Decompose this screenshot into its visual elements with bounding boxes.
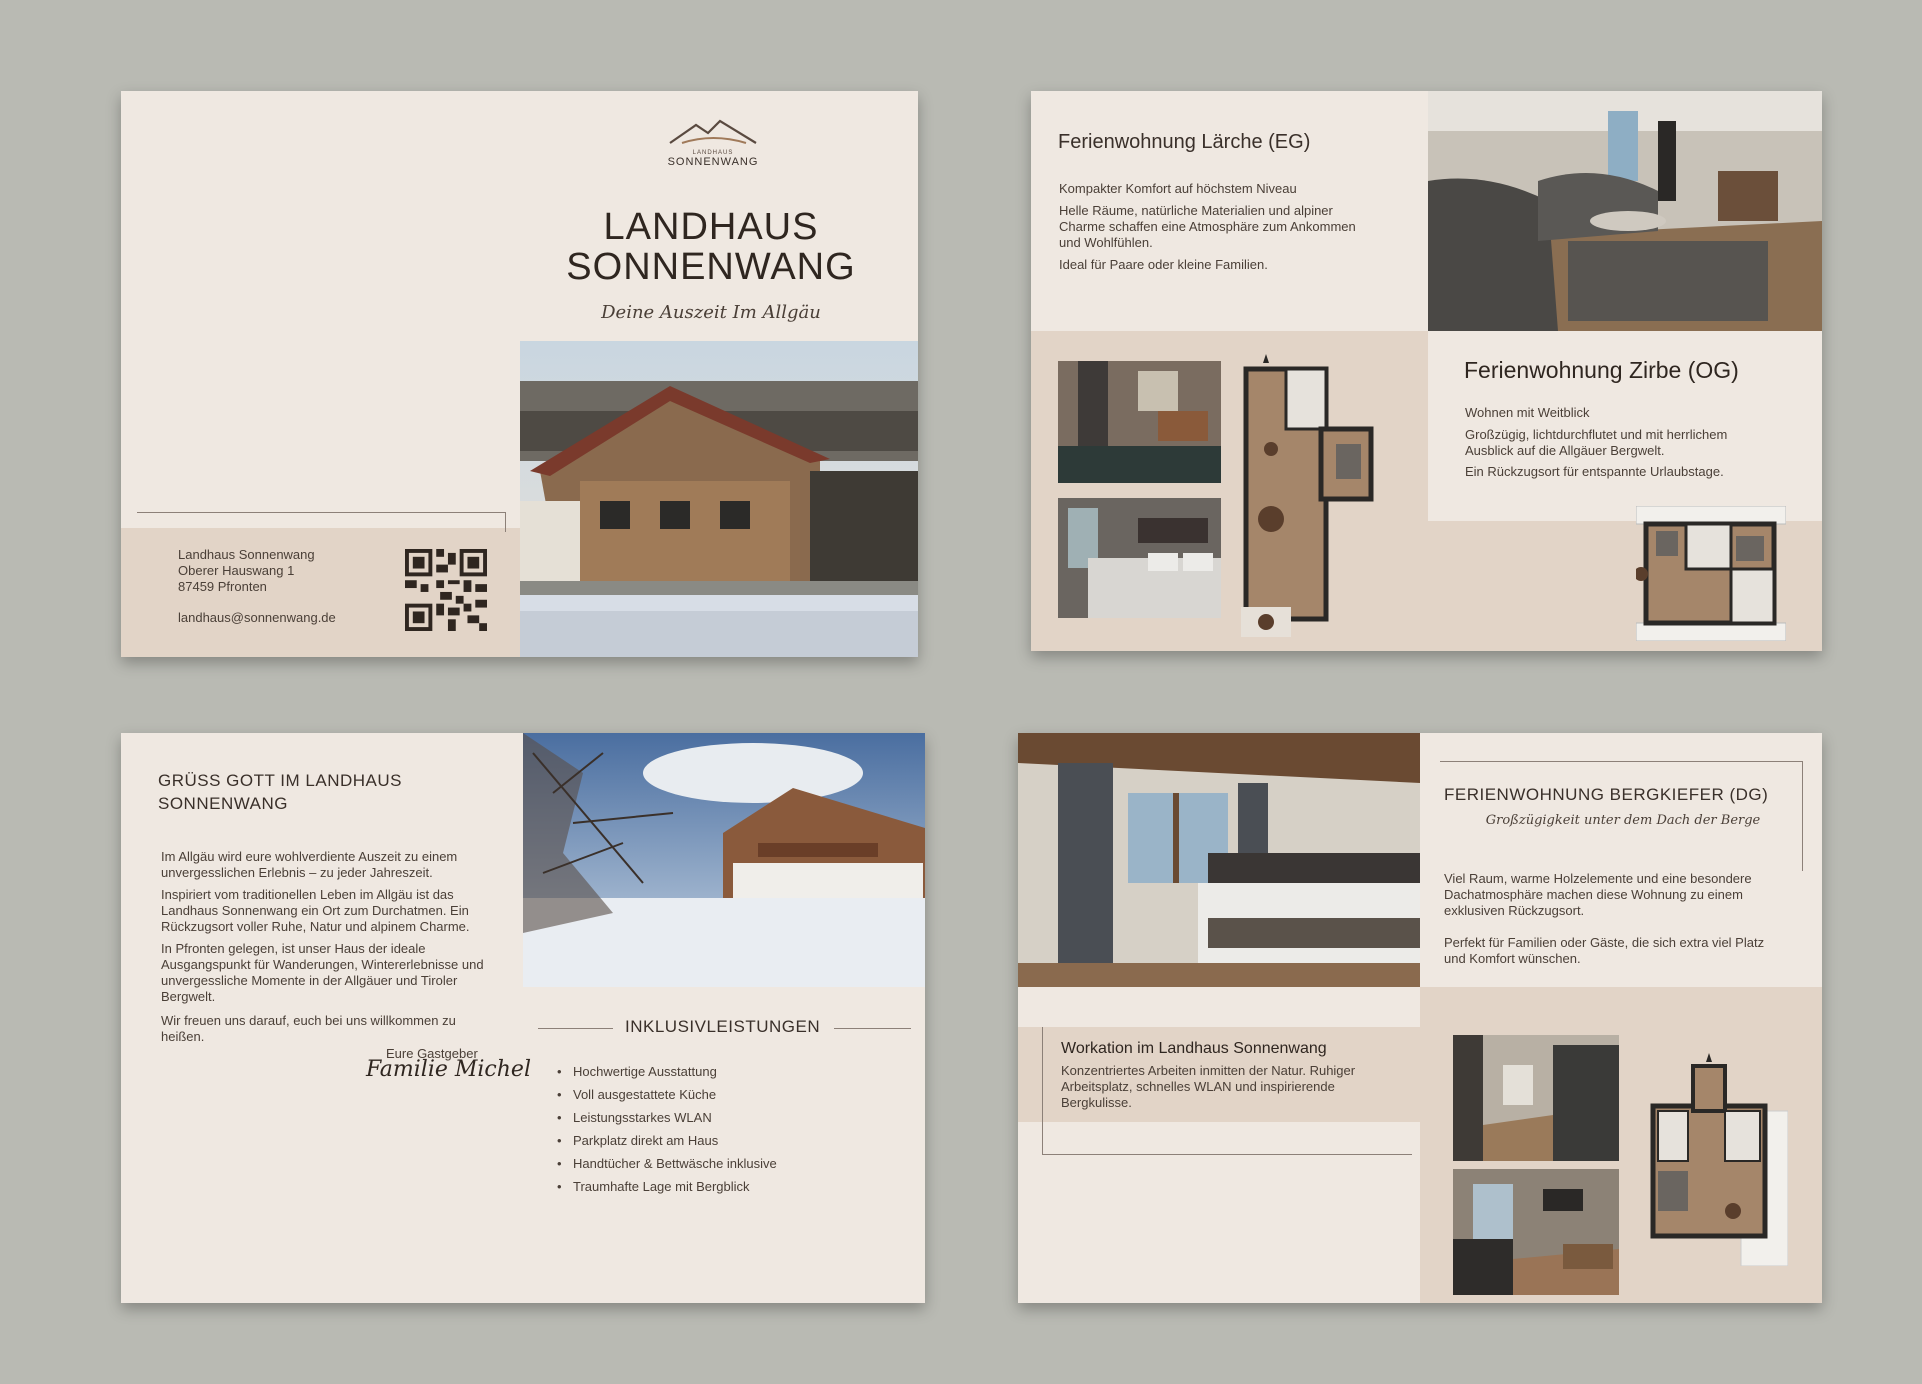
hosts-label: Eure Gastgeber	[386, 1046, 478, 1061]
welcome-p2: Inspiriert vom traditionellen Leben im Allgäu ist das Landhaus Sonnenwang ein Ort zum Durchatmen. Ein Rückzugsort voller Ruhe, Natur und alpinem Charme.	[161, 887, 470, 934]
cover-title-line2: SONNENWANG	[566, 246, 856, 288]
inclusive-title: INKLUSIVLEISTUNGEN	[625, 1017, 821, 1036]
bergkiefer-living-photo	[1453, 1169, 1619, 1295]
bergkiefer-floor-plan	[1643, 1051, 1788, 1266]
bergkiefer-kitchen-photo	[1453, 1035, 1619, 1161]
list-item: • Leistungsstarkes WLAN	[557, 1106, 777, 1129]
zirbe-floor-plan	[1636, 506, 1786, 641]
zirbe-p1: Wohnen mit Weitblick	[1465, 405, 1590, 420]
list-item: • Voll ausgestattete Küche	[557, 1083, 777, 1106]
qr-code-icon[interactable]	[405, 549, 487, 631]
address-city: 87459 Pfronten	[178, 579, 267, 594]
zirbe-p3: Ein Rückzugsort für entspannte Urlaubstage.	[1465, 464, 1724, 479]
laerche-p3: Ideal für Paare oder kleine Familien.	[1059, 257, 1268, 272]
laerche-title: Ferienwohnung Lärche (EG)	[1058, 131, 1311, 153]
title-frame-top	[1440, 761, 1802, 762]
cover-tagline: Deine Auszeit Im Allgäu	[601, 302, 821, 323]
list-item: • Traumhafte Lage mit Bergblick	[557, 1175, 777, 1198]
apartments-card	[1031, 91, 1822, 651]
zirbe-title: Ferienwohnung Zirbe (OG)	[1464, 357, 1739, 383]
bergkiefer-p2: Perfekt für Familien oder Gäste, die sich extra viel Platz und Komfort wünschen.	[1444, 935, 1765, 966]
bergkiefer-bedroom-photo	[1018, 733, 1420, 987]
logo	[665, 119, 761, 175]
list-item: • Parkplatz direkt am Haus	[557, 1129, 777, 1152]
title-frame-right	[1802, 761, 1803, 871]
house-winter-photo	[523, 733, 925, 987]
workation-frame-left	[1042, 1027, 1043, 1155]
logo-large-text: SONNENWANG	[667, 156, 759, 168]
list-item: • Handtücher & Bettwäsche inklusive	[557, 1152, 777, 1175]
workation-frame-bottom	[1042, 1154, 1412, 1155]
contact-divider	[137, 512, 505, 513]
bergkiefer-p1: Viel Raum, warme Holzelemente und eine besondere Dachatmosphäre machen diese Wohnung zu einem exklusiven Rückzugsort.	[1444, 871, 1752, 918]
workation-text: Konzentriertes Arbeiten inmitten der Natur. Ruhiger Arbeitsplatz, schnelles WLAN und inspirierende Bergkulisse.	[1061, 1063, 1356, 1110]
welcome-p1: Im Allgäu wird eure wohlverdiente Auszeit zu einem unvergesslichen Erlebnis – zu jeder Jahreszeit.	[161, 849, 458, 880]
logo-small-text: LANDHAUS	[692, 150, 734, 156]
cover-title-line1: LANDHAUS	[603, 206, 819, 248]
bergkiefer-subtitle: Großzügigkeit unter dem Dach der Berge	[1485, 813, 1761, 828]
welcome-p3: In Pfronten gelegen, ist unser Haus der ideale Ausgangspunkt für Wanderungen, Wintererlebnisse und unvergessliche Momente in der Allgäuer und Tiroler Bergwelt.	[161, 941, 484, 1004]
welcome-p4: Wir freuen uns darauf, euch bei uns willkommen zu heißen.	[161, 1013, 456, 1044]
zirbe-p2: Großzügig, lichtdurchflutet und mit herrlichem Ausblick auf die Allgäuer Bergwelt.	[1465, 427, 1728, 458]
list-item: • Hochwertige Ausstattung	[557, 1060, 777, 1083]
address-name: Landhaus Sonnenwang	[178, 547, 315, 562]
bergkiefer-title: FERIENWOHNUNG BERGKIEFER (DG)	[1444, 785, 1769, 804]
inclusive-rule-left	[538, 1028, 613, 1029]
hosts-signature: Familie Michel	[366, 1057, 531, 1082]
laerche-floor-plan	[1236, 349, 1376, 639]
bergkiefer-card	[1018, 733, 1822, 1303]
cover-card	[121, 91, 918, 657]
inclusive-list	[557, 1060, 777, 1198]
house-summer-photo	[520, 341, 918, 657]
laerche-bedroom-photo-1	[1058, 361, 1221, 483]
welcome-card	[121, 733, 925, 1303]
mountain-logo-icon	[668, 119, 758, 145]
workation-title: Workation im Landhaus Sonnenwang	[1061, 1040, 1327, 1057]
laerche-p2: Helle Räume, natürliche Materialien und alpiner Charme schaffen eine Atmosphäre zum Ankommen und Wohlfühlen.	[1059, 203, 1356, 250]
email-link[interactable]: landhaus@sonnenwang.de	[178, 610, 336, 625]
address-street: Oberer Hauswang 1	[178, 563, 295, 578]
laerche-bedroom-photo-2	[1058, 498, 1221, 618]
laerche-p1: Kompakter Komfort auf höchstem Niveau	[1059, 181, 1297, 196]
inclusive-rule-right	[834, 1028, 911, 1029]
living-room-photo	[1428, 91, 1822, 331]
welcome-title: GRÜSS GOTT IM LANDHAUS SONNENWANG	[158, 771, 402, 813]
contact-divider-vertical	[505, 512, 506, 532]
